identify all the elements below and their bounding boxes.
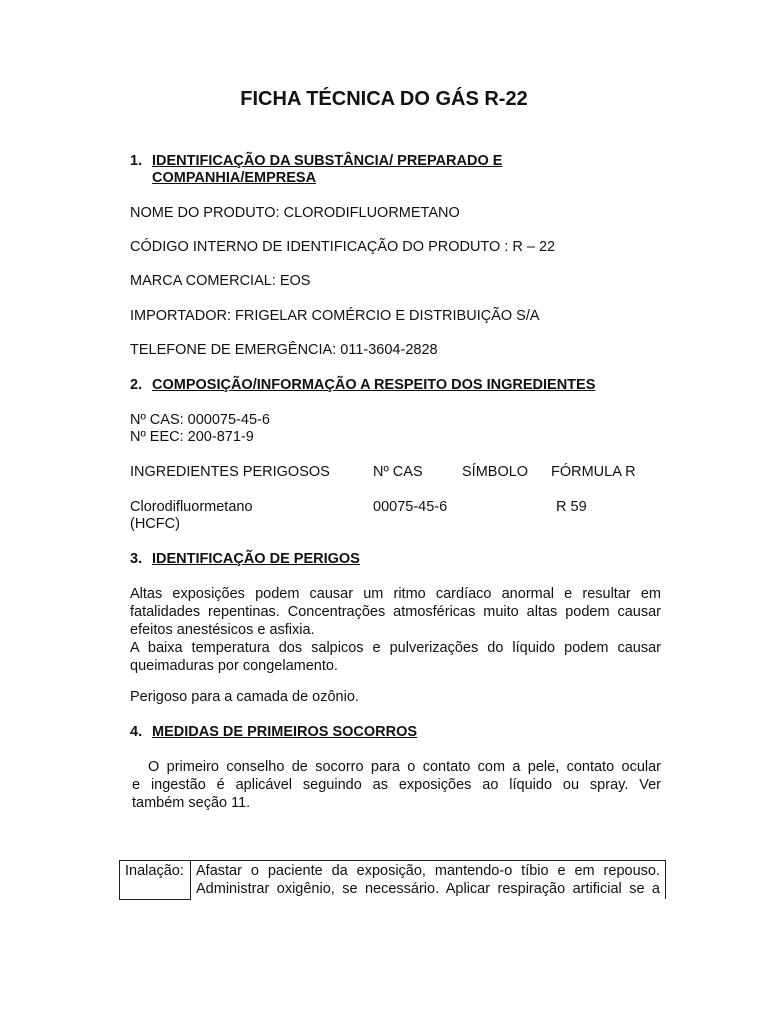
ingredient-name [130, 499, 253, 533]
section-heading: COMPOSIÇÃO/INFORMAÇÃO A RESPEITO DOS INGREDIENTES [152, 377, 596, 393]
text-line: e ingestão é aplicável seguindo as exposições ao líquido ou spray. Ver [132, 777, 661, 793]
table-row [120, 861, 666, 900]
first-aid-intro [132, 758, 661, 812]
section-1-heading [130, 153, 502, 187]
col-header-symbol: SÍMBOLO [462, 464, 529, 480]
text-line: Afastar o paciente da exposição, mantendo-o tíbio e em repouso. [196, 863, 660, 879]
emergency-phone: TELEFONE DE EMERGÊNCIA: 011-3604-2828 [130, 342, 438, 358]
section-3-heading [130, 551, 360, 567]
ingredient-name-line: (HCFC) [130, 516, 180, 532]
brand: MARCA COMERCIAL: EOS [130, 273, 311, 289]
ingredient-cas: 00075-45-6 [373, 499, 448, 515]
section-heading-line: COMPANHIA/EMPRESA [152, 170, 317, 186]
text-line: efeitos anestésicos e asfixia. [130, 622, 315, 638]
section-number: 4. [130, 724, 143, 740]
ingredient-name-line: Clorodifluormetano [130, 499, 253, 515]
inhalation-label: Inalação: [120, 861, 191, 900]
section-heading: MEDIDAS DE PRIMEIROS SOCORROS [152, 724, 418, 740]
section-4-heading [130, 724, 417, 740]
section-heading: IDENTIFICAÇÃO DE PERIGOS [152, 551, 360, 567]
col-header-cas: Nº CAS [373, 464, 423, 480]
importer: IMPORTADOR: FRIGELAR COMÉRCIO E DISTRIBUIÇÃO S/A [130, 308, 540, 324]
ingredient-formula: R 59 [556, 499, 587, 515]
hazards-paragraph-1 [130, 585, 661, 675]
text-line: O primeiro conselho de socorro para o contato com a pele, contato ocular [148, 759, 661, 775]
section-2-heading [130, 377, 595, 393]
inhalation-text [191, 861, 666, 900]
col-header-formula: FÓRMULA R [551, 464, 636, 480]
text-line: A baixa temperatura dos salpicos e pulverizações do líquido podem causar [130, 640, 661, 656]
eec-number: Nº EEC: 200-871-9 [130, 429, 254, 445]
ozone-warning: Perigoso para a camada de ozônio. [130, 689, 359, 705]
col-header-ingredients: INGREDIENTES PERIGOSOS [130, 464, 330, 480]
text-line: queimaduras por congelamento. [130, 658, 338, 674]
section-number: 3. [130, 551, 143, 567]
section-number: 1. [130, 153, 143, 169]
section-number: 2. [130, 377, 143, 393]
product-name: NOME DO PRODUTO: CLORODIFLUORMETANO [130, 205, 460, 221]
first-aid-table [119, 860, 666, 900]
section-heading-line: IDENTIFICAÇÃO DA SUBSTÂNCIA/ PREPARADO E [152, 153, 503, 169]
text-line: também seção 11. [132, 795, 251, 811]
text-line: Altas exposições podem causar um ritmo cardíaco anormal e resultar em [130, 586, 661, 602]
document-title: FICHA TÉCNICA DO GÁS R-22 [240, 88, 528, 110]
internal-code: CÓDIGO INTERNO DE IDENTIFICAÇÃO DO PRODUTO : R – 22 [130, 239, 556, 255]
cas-number: Nº CAS: 000075-45-6 [130, 412, 270, 428]
text-line: Administrar oxigênio, se necessário. Aplicar respiração artificial se a [196, 881, 660, 897]
text-line: fatalidades repentinas. Concentrações atmosféricas muito altas podem causar [130, 604, 661, 620]
